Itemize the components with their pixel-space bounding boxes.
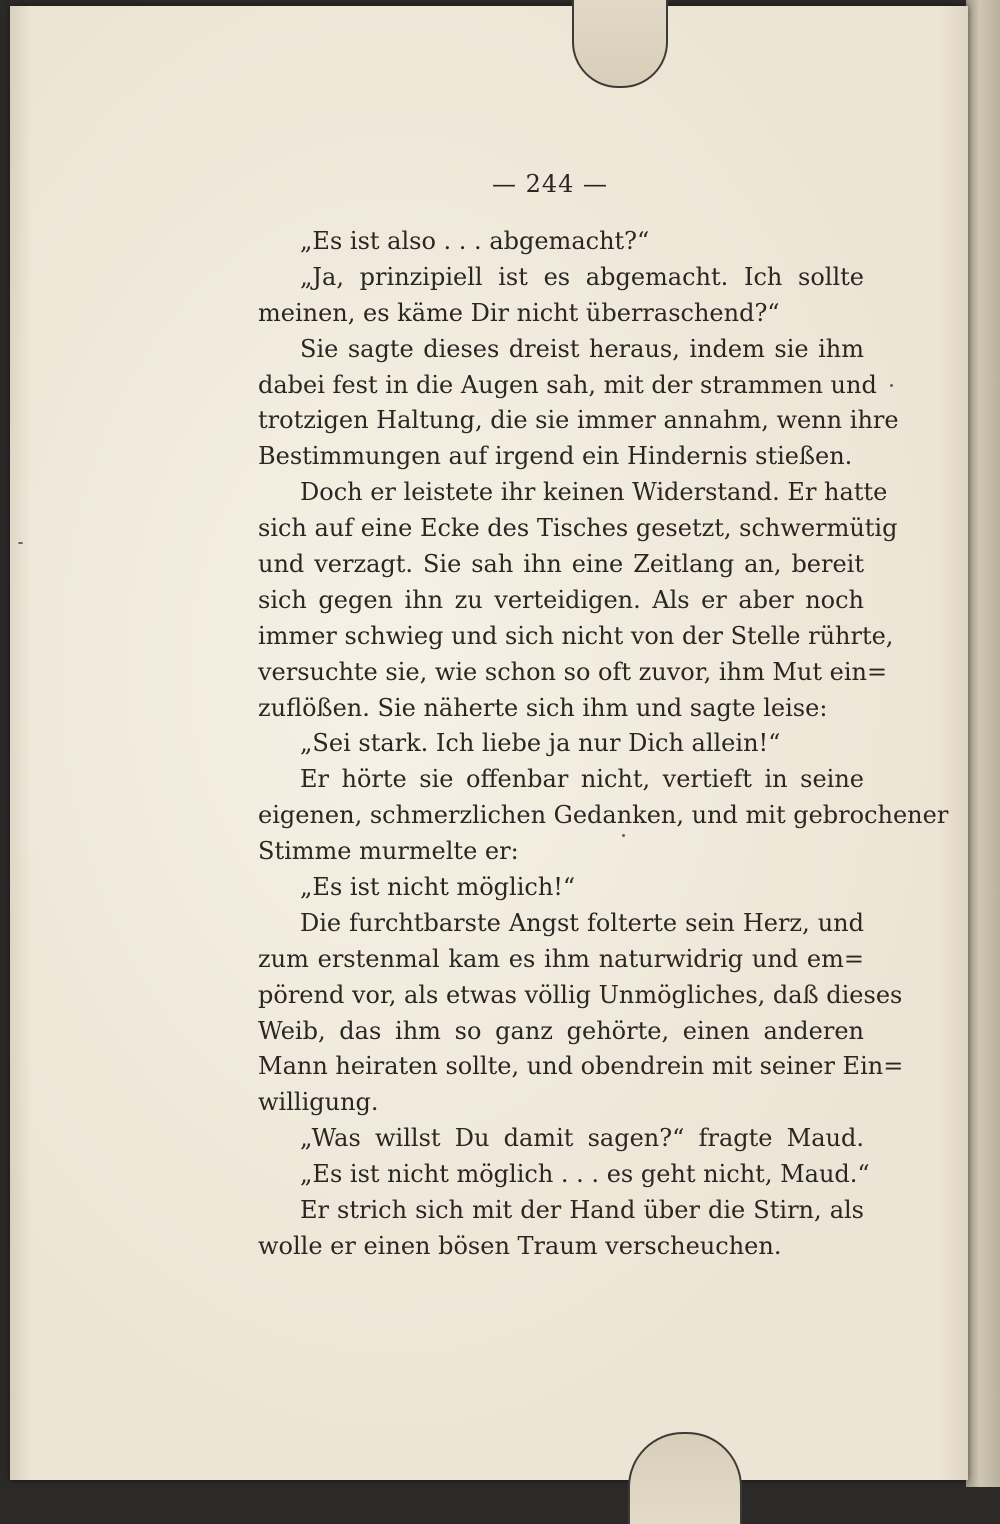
- text-line: versuchte sie, wie schon so oft zuvor, ihm Mut ein=: [258, 657, 888, 686]
- text-line: zuflößen. Sie näherte sich ihm und sagte leise:: [258, 693, 828, 722]
- book-page: [10, 6, 968, 1480]
- text-line: Die furchtbarste Angst folterte sein Herz, und: [300, 908, 864, 937]
- text-line: immer schwieg und sich nicht von der Stelle rührte,: [258, 621, 894, 650]
- page-number: — 244 —: [491, 170, 609, 198]
- page-edge-strip: [966, 0, 1000, 1487]
- page-holder-clip-top: [572, 0, 668, 88]
- text-line: zum erstenmal kam es ihm naturwidrig und em=: [258, 944, 864, 973]
- text-line: wolle er einen bösen Traum verscheuchen.: [258, 1231, 782, 1260]
- paper-speck: [18, 542, 23, 544]
- text-line: und verzagt. Sie sah ihn eine Zeitlang an, bereit: [258, 550, 864, 579]
- text-line: Mann heiraten sollte, und obendrein mit seiner Ein=: [258, 1052, 904, 1081]
- text-line: „Was willst Du damit sagen?“ fragte Maud.: [300, 1124, 864, 1153]
- text-line: dabei fest in die Augen sah, mit der strammen und: [258, 370, 877, 399]
- text-line: Er strich sich mit der Hand über die Stirn, als: [300, 1196, 864, 1225]
- text-line: Weib, das ihm so ganz gehörte, einen anderen: [258, 1016, 864, 1045]
- text-line: trotzigen Haltung, die sie immer annahm, wenn ihre: [258, 406, 899, 435]
- paper-speck: [622, 834, 625, 837]
- text-line: sich gegen ihn zu verteidigen. Als er aber noch: [258, 585, 864, 614]
- body-text: [258, 224, 949, 1265]
- text-line: meinen, es käme Dir nicht überraschend?“: [258, 298, 780, 327]
- text-line: Bestimmungen auf irgend ein Hindernis stießen.: [258, 442, 853, 471]
- text-line: „Es ist nicht möglich . . . es geht nicht, Maud.“: [300, 1160, 870, 1189]
- paper-speck: [890, 384, 893, 387]
- text-line: „Ja, prinzipiell ist es abgemacht. Ich sollte: [300, 262, 864, 291]
- text-line: sich auf eine Ecke des Tisches gesetzt, schwermütig: [258, 514, 898, 543]
- text-line: willigung.: [258, 1088, 379, 1117]
- text-line: Stimme murmelte er:: [258, 837, 519, 866]
- text-line: „Es ist nicht möglich!“: [300, 873, 576, 902]
- text-line: „Es ist also . . . abgemacht?“: [300, 227, 650, 255]
- text-line: eigenen, schmerzlichen Gedanken, und mit gebrochener: [258, 801, 949, 830]
- text-line: Sie sagte dieses dreist heraus, indem sie ihm: [300, 334, 864, 363]
- page-holder-clip-bottom: [628, 1432, 742, 1524]
- text-line: Er hörte sie offenbar nicht, vertieft in seine: [300, 765, 864, 794]
- text-line: Doch er leistete ihr keinen Widerstand. Er hatte: [300, 478, 888, 507]
- text-line: pörend vor, als etwas völlig Unmögliches, daß dieses: [258, 980, 903, 1009]
- text-line: „Sei stark. Ich liebe ja nur Dich allein!“: [300, 729, 781, 758]
